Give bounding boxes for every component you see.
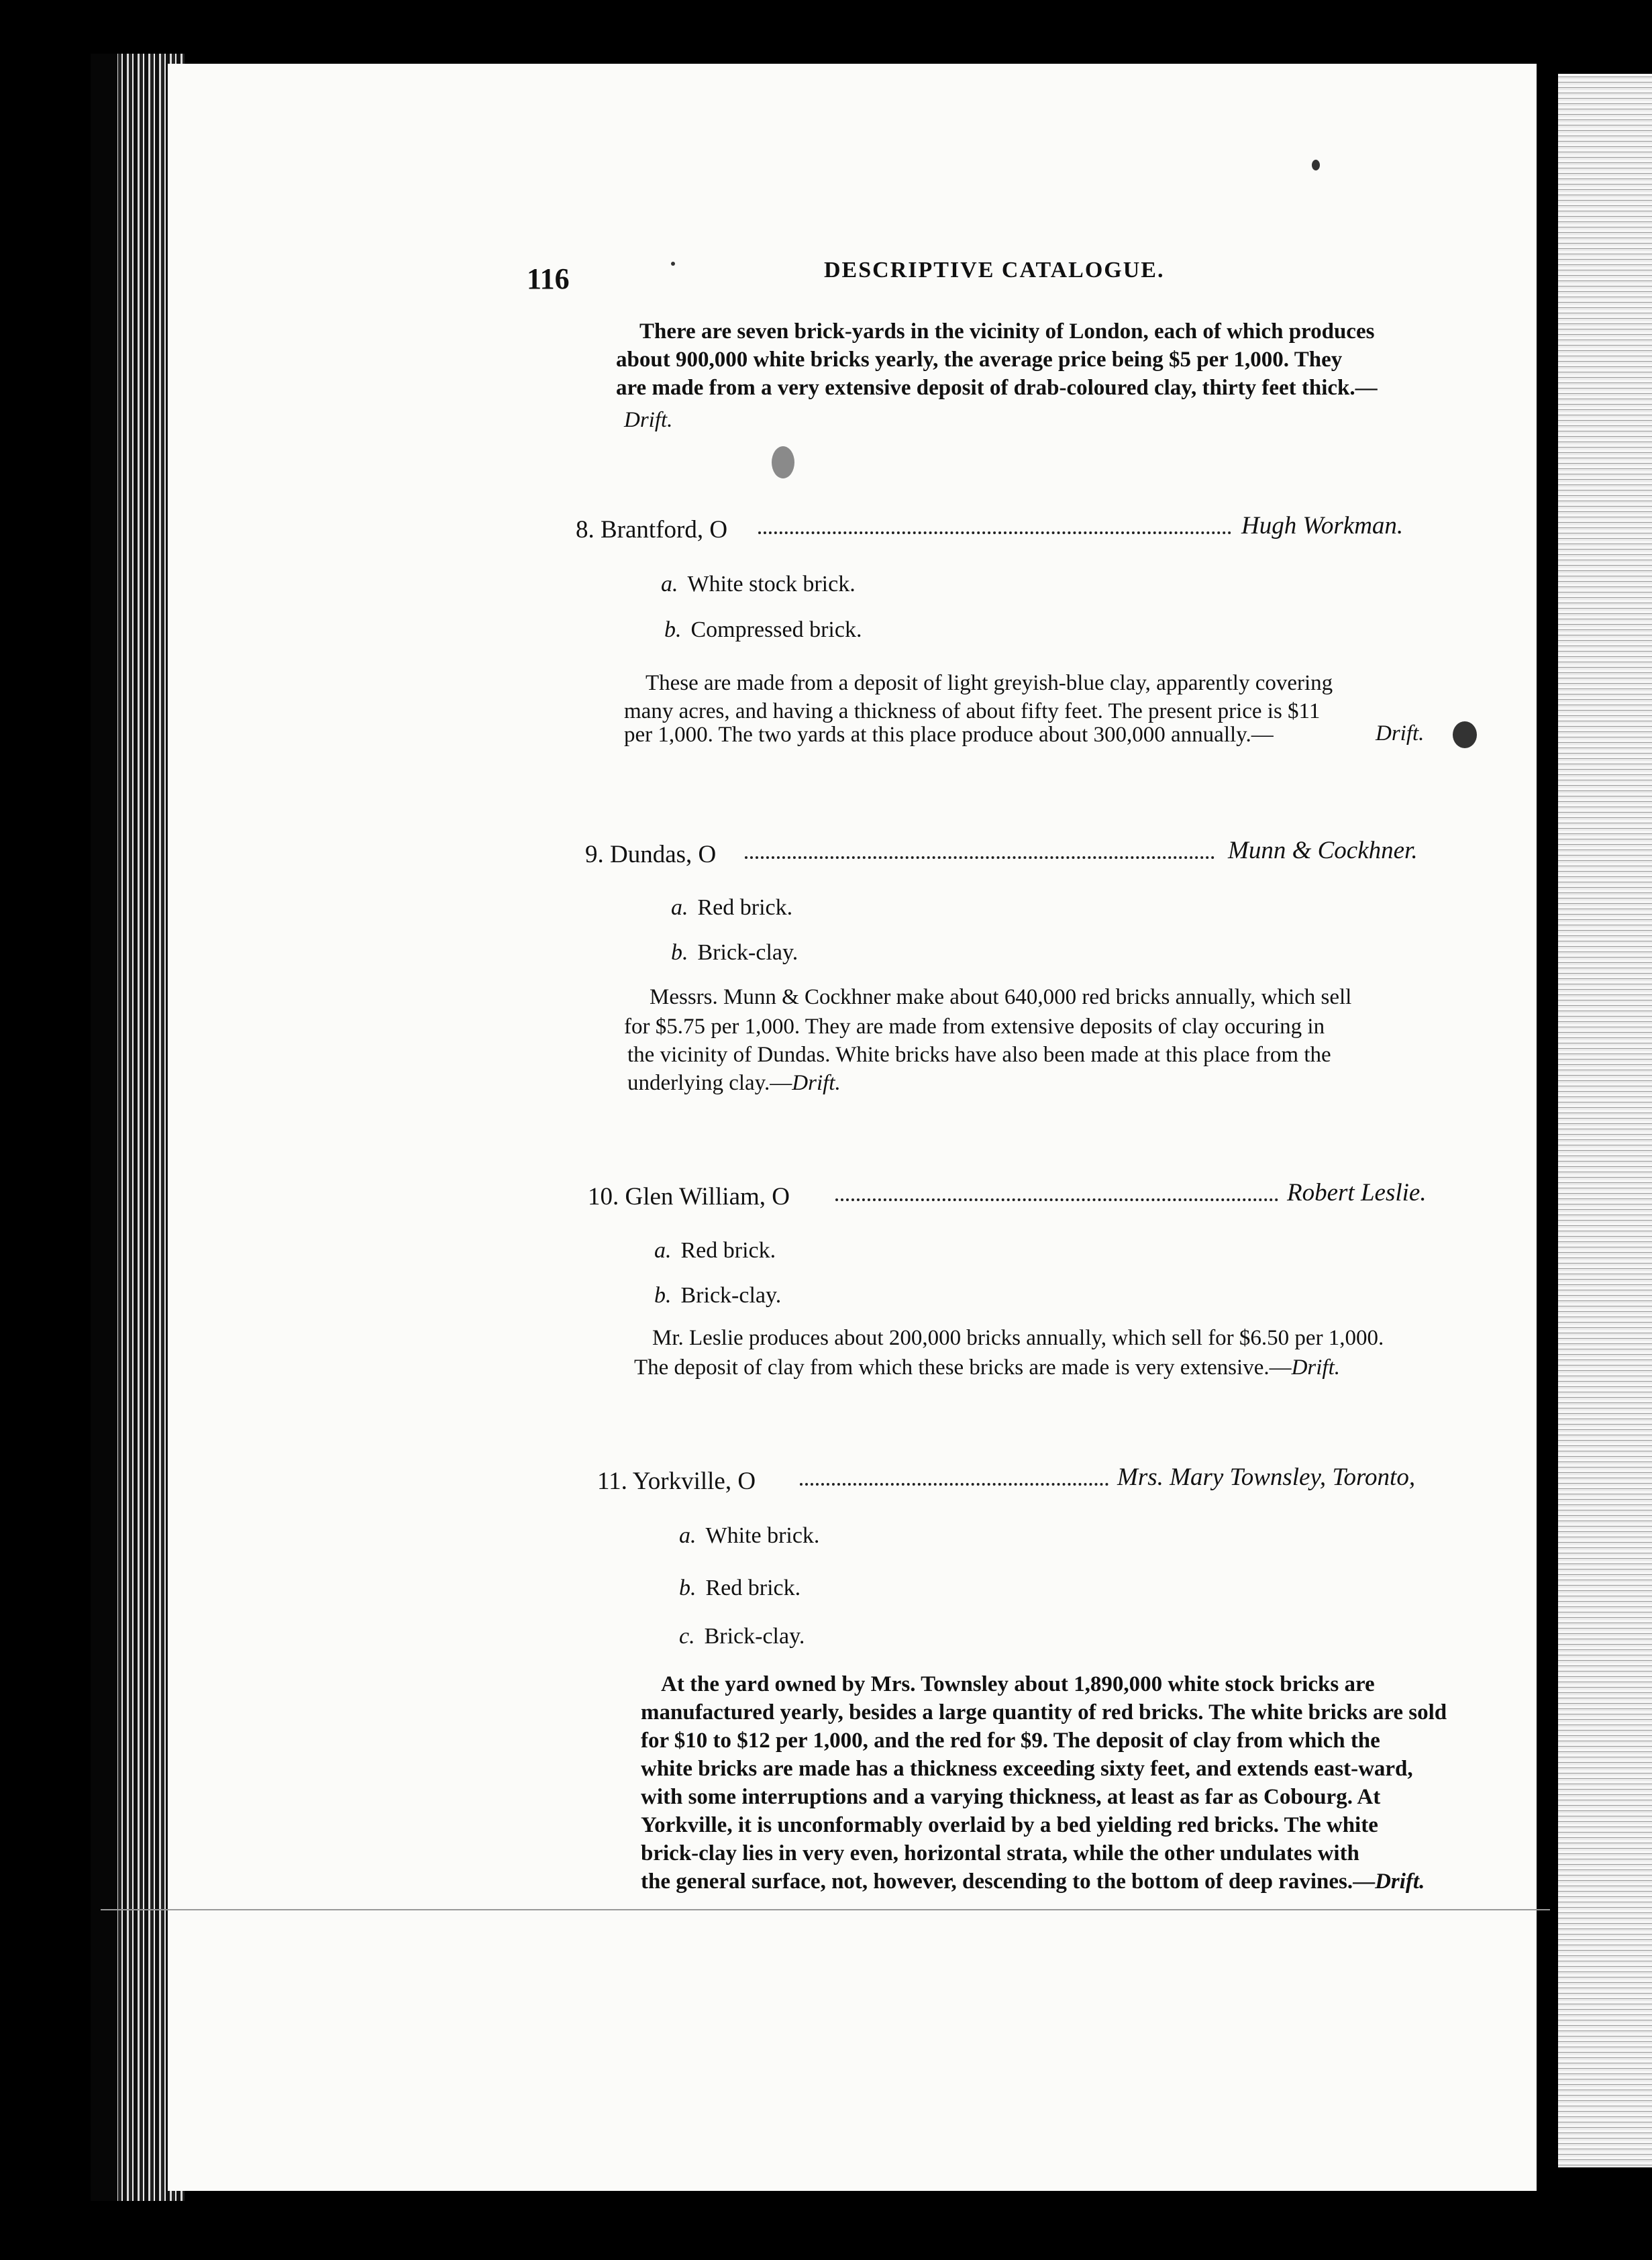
- paragraph-line: about 900,000 white bricks yearly, the average price being $5 per 1,000. They: [616, 348, 1343, 372]
- paragraph-line: At the yard owned by Mrs. Townsley about 1,890,000 white stock bricks are: [661, 1672, 1375, 1696]
- entry-contributor: Hugh Workman.: [1241, 512, 1404, 540]
- paragraph-line: are made from a very extensive deposit of drab-coloured clay, thirty feet thick.—: [616, 376, 1378, 400]
- ink-speck: [1312, 160, 1320, 170]
- entry-contributor: Mrs. Mary Townsley, Toronto,: [1117, 1463, 1416, 1491]
- entry-item: b. Brick-clay.: [654, 1283, 782, 1308]
- entry-item: b. Compressed brick.: [664, 617, 862, 642]
- binding-shadow: [91, 54, 117, 2201]
- entry-location: 10. Glen William, O: [588, 1183, 790, 1211]
- entry-location: 9. Dundas, O: [585, 841, 717, 868]
- dot-leader: [745, 856, 1215, 859]
- entry-location: 8. Brantford, O: [576, 516, 728, 544]
- page-number: 116: [527, 262, 570, 295]
- entry-item: c. Brick-clay.: [679, 1624, 805, 1649]
- paragraph-line: per 1,000. The two yards at this place produce about 300,000 annually.—: [624, 723, 1274, 747]
- drift-note: Drift.: [1291, 1355, 1341, 1380]
- paragraph-line: There are seven brick-yards in the vicinity of London, each of which produces: [639, 319, 1375, 344]
- entry-contributor: Robert Leslie.: [1287, 1179, 1427, 1206]
- entry-item: a. White brick.: [679, 1523, 820, 1548]
- paragraph-line: manufactured yearly, besides a large quantity of red bricks. The white bricks are sold: [641, 1700, 1447, 1725]
- paragraph-line: brick-clay lies in very even, horizontal strata, while the other undulates with: [641, 1841, 1359, 1865]
- drift-note: Drift.: [792, 1071, 841, 1095]
- dot-leader: [800, 1483, 1108, 1486]
- paragraph-line: the general surface, not, however, descending to the bottom of deep ravines.—Drift.: [641, 1869, 1425, 1894]
- entry-item: b. Red brick.: [679, 1576, 801, 1600]
- paragraph-line: the vicinity of Dundas. White bricks have also been made at this place from the: [627, 1043, 1331, 1067]
- paragraph-line: Yorkville, it is unconformably overlaid by a bed yielding red bricks. The white: [641, 1813, 1378, 1837]
- paragraph-line: The deposit of clay from which these bricks are made is very extensive.—Drift.: [634, 1355, 1341, 1380]
- paragraph-line: for $10 to $12 per 1,000, and the red for $9. The deposit of clay from which the: [641, 1729, 1380, 1753]
- drift-note: Drift.: [1376, 721, 1425, 746]
- drift-note: Drift.: [1375, 1869, 1425, 1894]
- paragraph-line: These are made from a deposit of light greyish-blue clay, apparently covering: [646, 671, 1333, 695]
- paragraph-line: underlying clay.—Drift.: [627, 1071, 841, 1095]
- ink-speck: [1453, 721, 1477, 748]
- scan-artifact-line: [101, 1909, 1550, 1910]
- dot-leader: [835, 1198, 1278, 1201]
- facing-page-edge: [1550, 74, 1652, 2167]
- paragraph-line: Messrs. Munn & Cockhner make about 640,000 red bricks annually, which sell: [650, 985, 1352, 1009]
- entry-item: a. Red brick.: [671, 895, 793, 920]
- entry-item: a. White stock brick.: [661, 572, 856, 597]
- entry-location: 11. Yorkville, O: [597, 1468, 756, 1495]
- dot-leader: [758, 531, 1231, 534]
- entry-item: b. Brick-clay.: [671, 940, 798, 965]
- paragraph-line: Mr. Leslie produces about 200,000 bricks annually, which sell for $6.50 per 1,000.: [652, 1326, 1384, 1350]
- drift-note: Drift.: [624, 408, 673, 432]
- running-title: DESCRIPTIVE CATALOGUE.: [824, 258, 1165, 282]
- paragraph-line: white bricks are made has a thickness exceeding sixty feet, and extends east-ward,: [641, 1757, 1413, 1781]
- ink-speck: [671, 262, 675, 266]
- paragraph-line: for $5.75 per 1,000. They are made from extensive deposits of clay occuring in: [624, 1015, 1325, 1039]
- entry-contributor: Munn & Cockhner.: [1228, 837, 1418, 864]
- entry-item: a. Red brick.: [654, 1238, 776, 1263]
- paragraph-line: with some interruptions and a varying thickness, at least as far as Cobourg. At: [641, 1785, 1381, 1809]
- ink-speck: [772, 446, 794, 478]
- paragraph-line: many acres, and having a thickness of about fifty feet. The present price is $11: [624, 699, 1321, 723]
